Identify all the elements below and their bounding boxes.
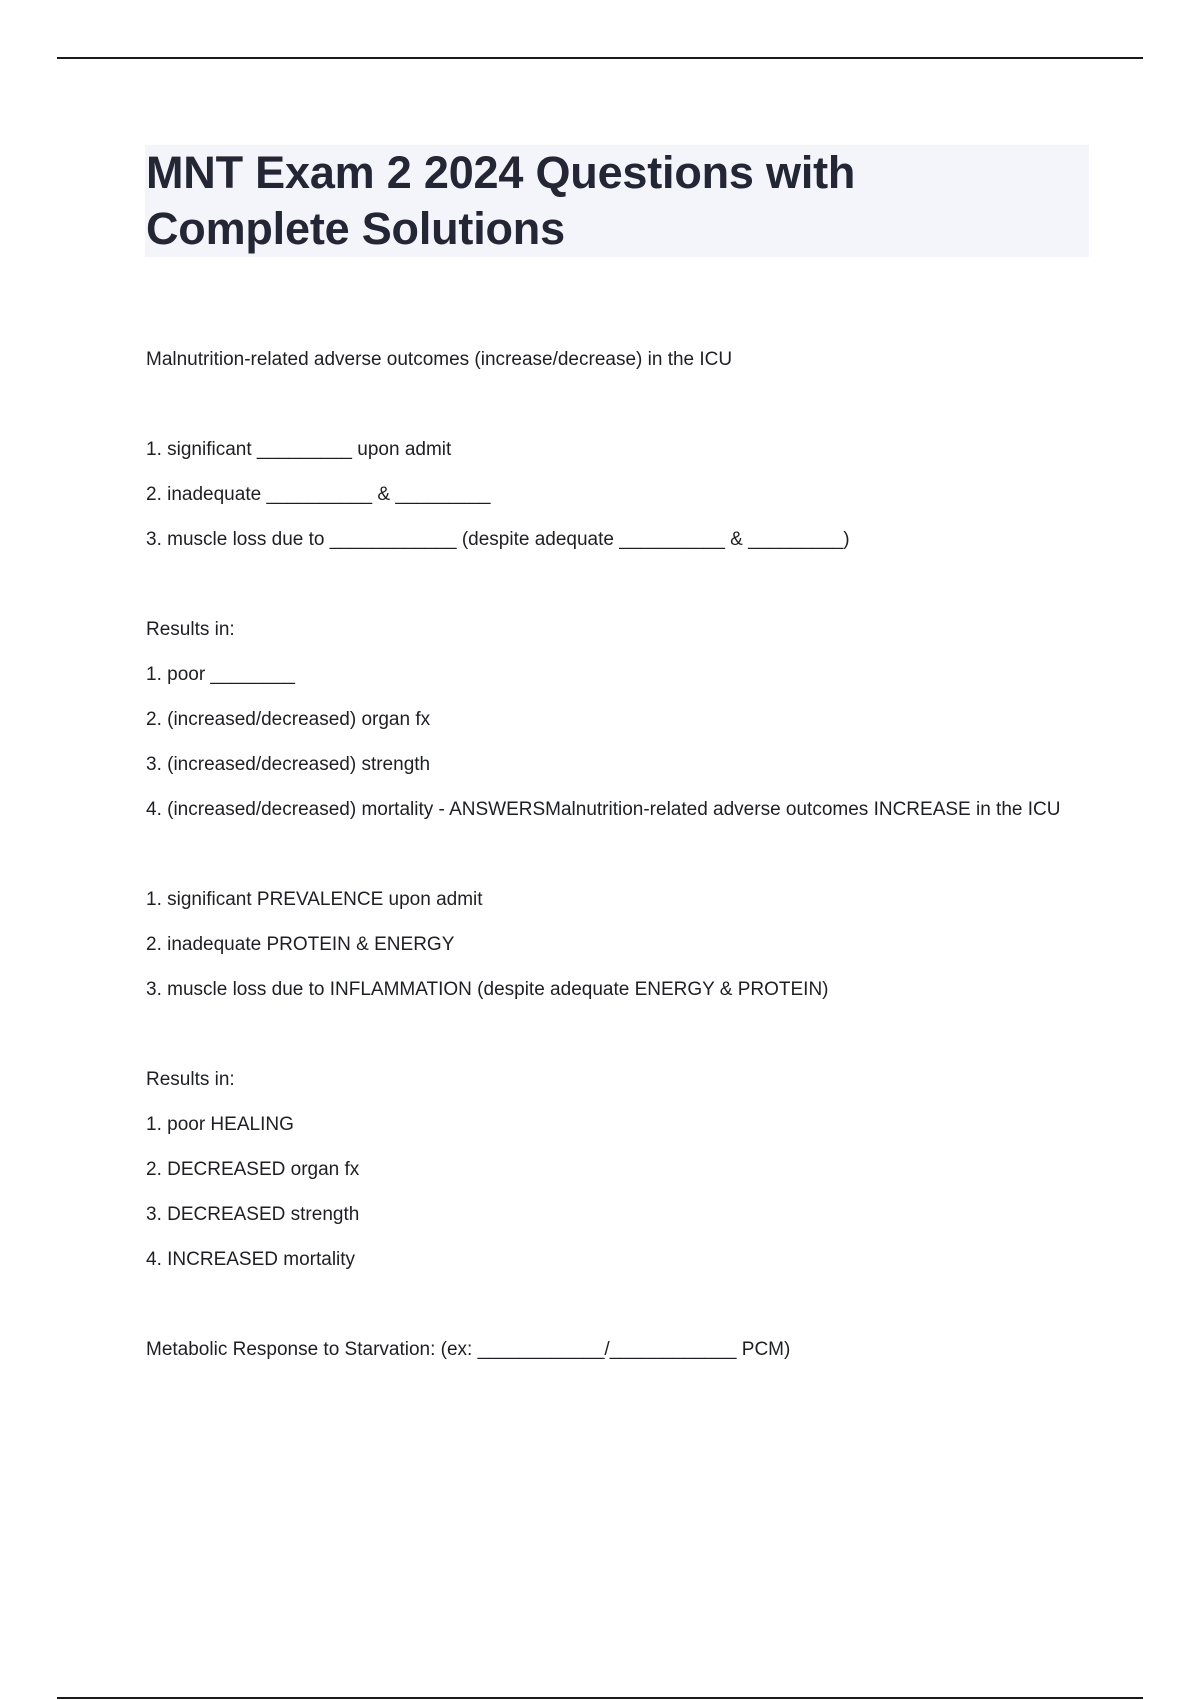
answer-1-item: 3. muscle loss due to INFLAMMATION (despite adequate ENERGY & PROTEIN) [146, 979, 829, 1000]
answer-1-result: 1. poor HEALING [146, 1114, 294, 1135]
question-1-item: 2. inadequate __________ & _________ [146, 484, 491, 505]
answer-1-item: 2. inadequate PROTEIN & ENERGY [146, 934, 455, 955]
title-line-2: Complete Solutions [146, 203, 565, 254]
answer-1-result: 3. DECREASED strength [146, 1204, 360, 1225]
question-1-result: 2. (increased/decreased) organ fx [146, 709, 431, 730]
question-2-prompt: Metabolic Response to Starvation: (ex: ____________/____________ PCM) [146, 1339, 791, 1360]
question-1-results-label: Results in: [146, 619, 235, 640]
document-title [145, 145, 1089, 257]
answer-1-results-label: Results in: [146, 1069, 235, 1090]
document-body [146, 345, 1086, 1365]
question-1-prompt: Malnutrition-related adverse outcomes (increase/decrease) in the ICU [146, 349, 733, 370]
question-1-item: 3. muscle loss due to ____________ (despite adequate __________ & _________) [146, 529, 850, 550]
question-1-result-with-answer: 4. (increased/decreased) mortality - ANSWERSMalnutrition-related adverse outcomes INCREASE in the ICU [146, 799, 1061, 820]
title-block [145, 145, 1089, 257]
header-rule [57, 57, 1143, 59]
question-1-item: 1. significant _________ upon admit [146, 439, 452, 460]
footer-rule [57, 1697, 1143, 1699]
question-1-result: 1. poor ________ [146, 664, 295, 685]
answer-1-result: 2. DECREASED organ fx [146, 1159, 360, 1180]
title-line-1: MNT Exam 2 2024 Questions with [146, 147, 856, 198]
question-1-result: 3. (increased/decreased) strength [146, 754, 431, 775]
answer-1-item: 1. significant PREVALENCE upon admit [146, 889, 483, 910]
answer-1-result: 4. INCREASED mortality [146, 1249, 356, 1270]
